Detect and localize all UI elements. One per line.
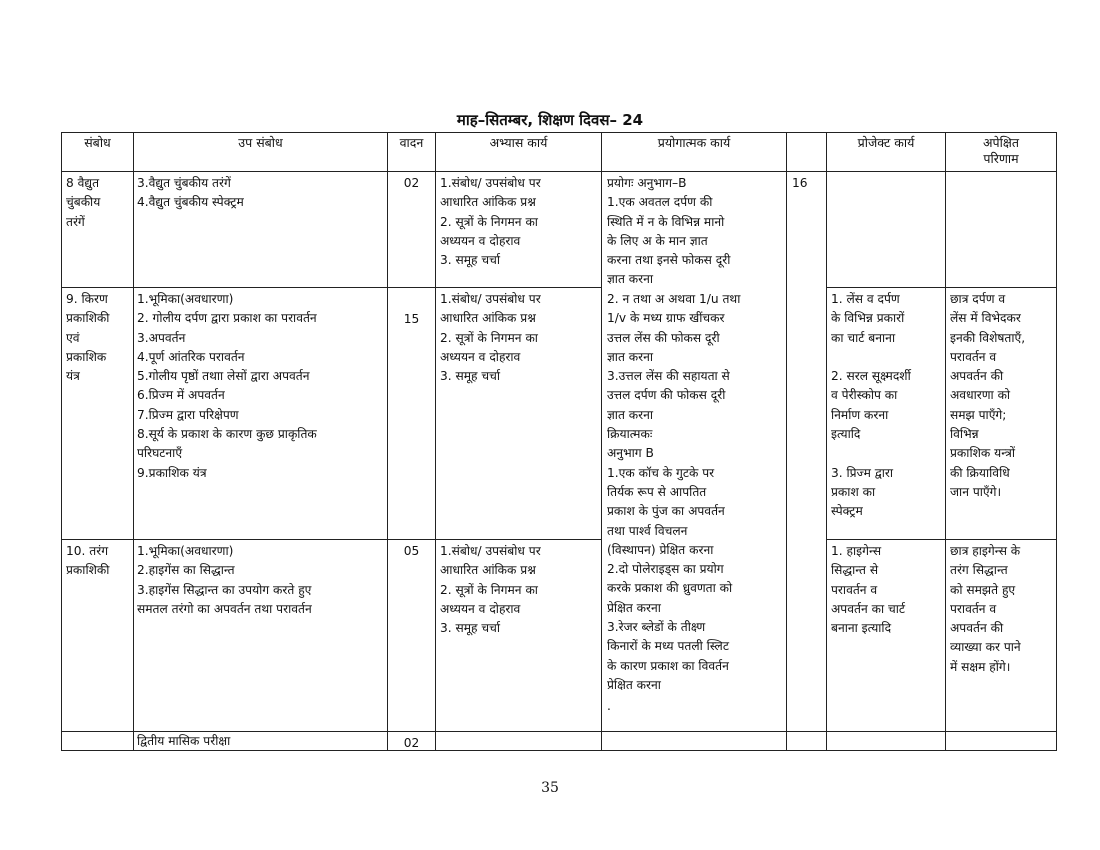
row3-sambodh: 10. तरंग प्रकाशिकी: [66, 544, 110, 578]
row2-sambodh: 9. किरण प्रकाशिकी एवं प्रकाशिक यंत्र: [66, 292, 110, 384]
row1-abhyas: 1.संबोध/ उपसंबोध पर आधारित आंकिक प्रश्न 2. सूत्रों के निगमन का अध्ययन व दोहराव 3. समूह चर्चा: [440, 176, 541, 268]
row2-project: 1. लेंस व दर्पण के विभिन्न प्रकारों का चार्ट बनाना 2. सरल सूक्ष्मदर्शी व पेरीस्कोप का निर्माण करना इत्यादि 3. प्रिज्म द्वारा प्रकाश का स्पेक्ट्रम: [831, 292, 911, 519]
header-vadan: वादन: [399, 135, 424, 150]
row2-vadan: 15: [403, 312, 420, 326]
page-title: माह–सितम्बर, शिक्षण दिवस– 24: [456, 111, 644, 129]
header-sambodh: संबोध: [84, 135, 111, 150]
row3-up-sambodh: 1.भूमिका(अवधारणा) 2.हाइगेंस का सिद्धान्त 3.हाइगेंस सिद्धान्त का उपयोग करते हुए समतल तरंगो का अपवर्तन तथा परावर्तन: [137, 544, 312, 616]
header-parinam: अपेक्षित परिणाम: [983, 135, 1019, 166]
row1-sambodh: 8 वैद्युत चुंबकीय तरंगें: [66, 176, 101, 229]
row1-vadan: 02: [403, 176, 420, 190]
row4-up-sambodh: द्वितीय मासिक परीक्षा: [137, 734, 231, 748]
lesson-plan-table: [61, 132, 1057, 751]
row2-abhyas: 1.संबोध/ उपसंबोध पर आधारित आंकिक प्रश्न 2. सूत्रों के निगमन का अध्ययन व दोहराव 3. समूह चर्चा: [440, 292, 541, 384]
row1-up-sambodh: 3.वैद्युत चुंबकीय तरंगें 4.वैद्युत चुंबकीय स्पेक्ट्रम: [137, 176, 244, 210]
header-abhyas: अभ्यास कार्य: [489, 135, 548, 150]
row1-prayogatmak: प्रयोगः अनुभाग–B 1.एक अवतल दर्पण की स्थिति में न के विभिन्न मानो के लिए अ के मान ज्ञात करना तथा इनसे फोकस दूरी ज्ञात करना: [607, 176, 731, 287]
header-up-sambodh: उप संबोध: [238, 135, 283, 150]
row3-prayogatmak: .: [607, 699, 611, 713]
row3-vadan: 05: [403, 544, 420, 558]
header-prayogatmak: प्रयोगात्मक कार्य: [657, 135, 731, 150]
row2-parinam: छात्र दर्पण व लेंस में विभेदकर इनकी विशेषताएँ, परावर्तन व अपवर्तन की अवधारणा को समझ पाएँगे; विभिन्न प्रकाशिक यन्त्रों की क्रियाविधि जान पाएँगे।: [950, 292, 1026, 499]
row4-vadan: 02: [403, 736, 420, 750]
row2-up-sambodh: 1.भूमिका(अवधारणा) 2. गोलीय दर्पण द्वारा प्रकाश का परावर्तन 3.अपवर्तन 4.पूर्ण आंतरिक परावर्तन 5.गोलीय पृष्ठों तथाा लेसों द्वारा अपवर्तन 6.प्रिज्म में अपवर्तन 7.प्रिज्म द्वारा परिक्षेपण 8.सूर्य के प्रकाश के कारण कुछ प्राकृतिक परिघटनाएँ 9.प्रकाशिक यंत्र: [137, 292, 317, 480]
row2-prayogatmak: 2. न तथा अ अथवा 1/u तथा 1/v के मध्य ग्राफ खींचकर उत्तल लेंस की फोकस दूरी ज्ञात करना 3.उत्तल लेंस की सहायता से उत्तल दर्पण की फोकस दूरी ज्ञात करना क्रियात्मकः अनुभाग B 1.एक कॉच के गुटके पर तिर्यक रूप से आपतित प्रकाश के पुंज का अपवर्तन तथा पार्श्व विचलन (विस्थापन) प्रेक्षित करना 2.दो पोलेराइड्स का प्रयोग करके प्रकाश की ध्रुवणता को प्रेक्षित करना 3.रेजर ब्लेडों के तीक्ष्ण किनारों के मध्य पतली स्लिट के कारण प्रकाश का विवर्तन प्रेक्षित करना: [607, 292, 741, 692]
page-number: 35: [541, 780, 559, 796]
row3-parinam: छात्र हाइगेन्स के तरंग सिद्धान्त को समझते हुए परावर्तन व अपवर्तन की व्याख्या कर पाने में सक्षम होंगे।: [950, 544, 1021, 674]
row1-extra: 16: [792, 176, 808, 190]
row3-abhyas: 1.संबोध/ उपसंबोध पर आधारित आंकिक प्रश्न 2. सूत्रों के निगमन का अध्ययन व दोहराव 3. समूह चर्चा: [440, 544, 541, 636]
header-project: प्रोजेक्ट कार्य: [857, 135, 915, 150]
row3-project: 1. हाइगेन्स सिद्धान्त से परावर्तन व अपवर्तन का चार्ट बनाना इत्यादि: [831, 544, 906, 636]
